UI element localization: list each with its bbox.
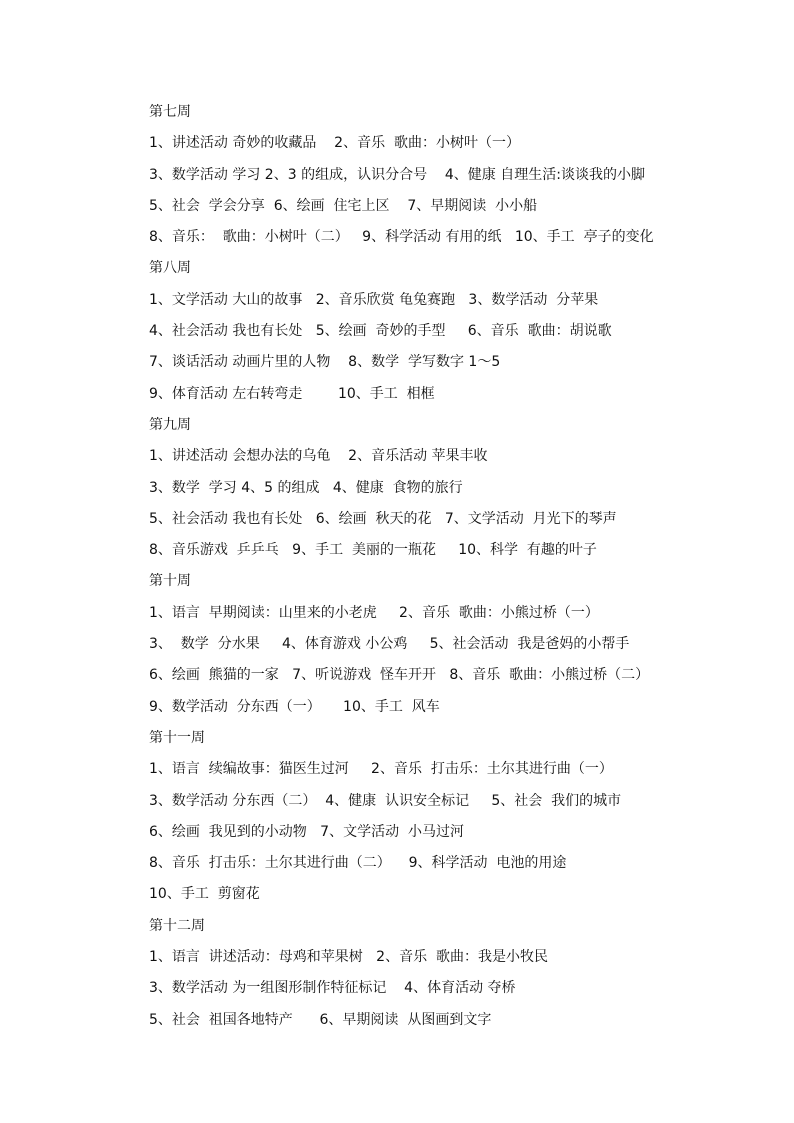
text-line: 8、音乐游戏 乒乒乓 9、手工 美丽的一瓶花 10、科学 有趣的叶子 <box>149 542 597 559</box>
document-page <box>149 97 749 1036</box>
text-line: 1、讲述活动 奇妙的收藏品 2、音乐 歌曲：小树叶（一） <box>149 135 520 152</box>
week-9-heading: 第九周 <box>149 416 191 433</box>
text-line: 8、音乐： 歌曲：小树叶（二） 9、科学活动 有用的纸 10、手工 亭子的变化 <box>149 229 654 246</box>
text-line: 3、 数学 分水果 4、体育游戏 小公鸡 5、社会活动 我是爸妈的小帮手 <box>149 636 630 653</box>
text-line: 6、绘画 熊猫的一家 7、听说游戏 怪车开开 8、音乐 歌曲：小熊过桥（二） <box>149 667 650 684</box>
text-line: 5、社会活动 我也有长处 6、绘画 秋天的花 7、文学活动 月光下的琴声 <box>149 510 617 527</box>
week-11-heading: 第十一周 <box>149 729 205 746</box>
text-line: 6、绘画 我见到的小动物 7、文学活动 小马过河 <box>149 823 464 840</box>
text-line: 1、文学活动 大山的故事 2、音乐欣赏 龟兔赛跑 3、数学活动 分苹果 <box>149 291 599 308</box>
text-line: 9、体育活动 左右转弯走 10、手工 相框 <box>149 385 435 402</box>
text-line: 4、社会活动 我也有长处 5、绘画 奇妙的手型 6、音乐 歌曲：胡说歌 <box>149 323 612 340</box>
text-line: 5、社会 学会分享 6、绘画 住宅上区 7、早期阅读 小小船 <box>149 197 538 214</box>
text-line: 3、数学活动 为一组图形制作特征标记 4、体育活动 夺桥 <box>149 980 516 997</box>
week-10-heading: 第十周 <box>149 573 191 590</box>
text-line: 1、语言 讲述活动：母鸡和苹果树 2、音乐 歌曲：我是小牧民 <box>149 949 548 966</box>
text-line: 8、音乐 打击乐：土尔其进行曲（二） 9、科学活动 电池的用途 <box>149 855 567 872</box>
text-line: 5、社会 祖国各地特产 6、早期阅读 从图画到文字 <box>149 1011 492 1028</box>
text-line: 1、讲述活动 会想办法的乌龟 2、音乐活动 苹果丰收 <box>149 448 488 465</box>
text-line: 10、手工 剪窗花 <box>149 886 260 903</box>
text-line: 3、数学活动 分东西（二） 4、健康 认识安全标记 5、社会 我们的城市 <box>149 792 622 809</box>
text-line: 3、数学 学习 4、5 的组成 4、健康 食物的旅行 <box>149 479 463 496</box>
text-line: 9、数学活动 分东西（一） 10、手工 风车 <box>149 698 440 715</box>
week-8-heading: 第八周 <box>149 260 191 277</box>
text-line: 1、语言 早期阅读：山里来的小老虎 2、音乐 歌曲：小熊过桥（一） <box>149 604 599 621</box>
week-12-heading: 第十二周 <box>149 917 205 934</box>
text-line: 7、谈话活动 动画片里的人物 8、数学 学写数字 1～5 <box>149 354 501 371</box>
week-7-heading: 第七周 <box>149 104 191 120</box>
text-line: 1、语言 续编故事：猫医生过河 2、音乐 打击乐：土尔其进行曲（一） <box>149 761 613 778</box>
text-line: 3、数学活动 学习 2、3 的组成，认识分合号 4、健康 自理生活:谈谈我的小脚 <box>149 166 645 183</box>
